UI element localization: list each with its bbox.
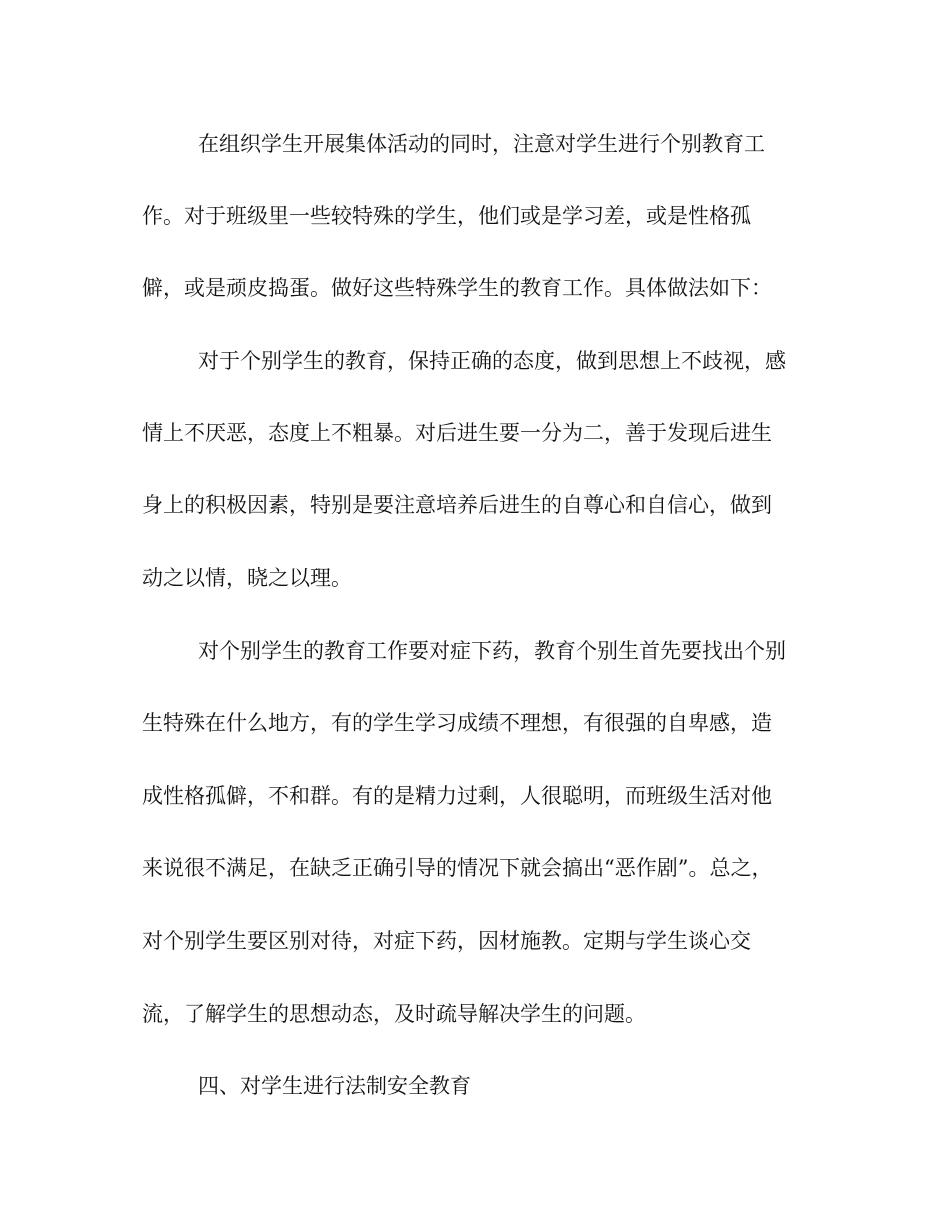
- paragraph-1-line-2: 作。对于班级里一些较特殊的学生，他们或是学习差，或是性格孤: [142, 204, 751, 228]
- paragraph-3-line-5: 对个别学生要区别对待，对症下药，因材施教。定期与学生谈心交: [142, 929, 751, 953]
- section-heading-4: 四、对学生进行法制安全教育: [198, 1074, 471, 1098]
- paragraph-2-line-4: 动之以情，晓之以理。: [142, 566, 352, 590]
- paragraph-3-line-6: 流，了解学生的思想动态，及时疏导解决学生的问题。: [142, 1002, 646, 1026]
- paragraph-1-line-3: 僻，或是顽皮捣蛋。做好这些特殊学生的教育工作。具体做法如下：: [142, 276, 772, 300]
- paragraph-2-line-2: 情上不厌恶，态度上不粗暴。对后进生要一分为二，善于发现后进生: [142, 421, 772, 445]
- paragraph-3-line-1: 对个别学生的教育工作要对症下药，教育个别生首先要找出个别: [198, 639, 786, 663]
- paragraph-3-line-3: 成性格孤僻，不和群。有的是精力过剩，人很聪明，而班级生活对他: [142, 784, 772, 808]
- paragraph-3-line-4: 来说很不满足，在缺乏正确引导的情况下就会搞出“恶作剧”。总之，: [142, 856, 773, 880]
- paragraph-2-line-1: 对于个别学生的教育，保持正确的态度，做到思想上不歧视，感: [198, 349, 786, 373]
- paragraph-1-line-1: 在组织学生开展集体活动的同时，注意对学生进行个别教育工: [198, 132, 765, 156]
- paragraph-2-line-3: 身上的积极因素，特别是要注意培养后进生的自尊心和自信心，做到: [142, 493, 772, 517]
- paragraph-3-line-2: 生特殊在什么地方，有的学生学习成绩不理想，有很强的自卑感，造: [142, 711, 772, 735]
